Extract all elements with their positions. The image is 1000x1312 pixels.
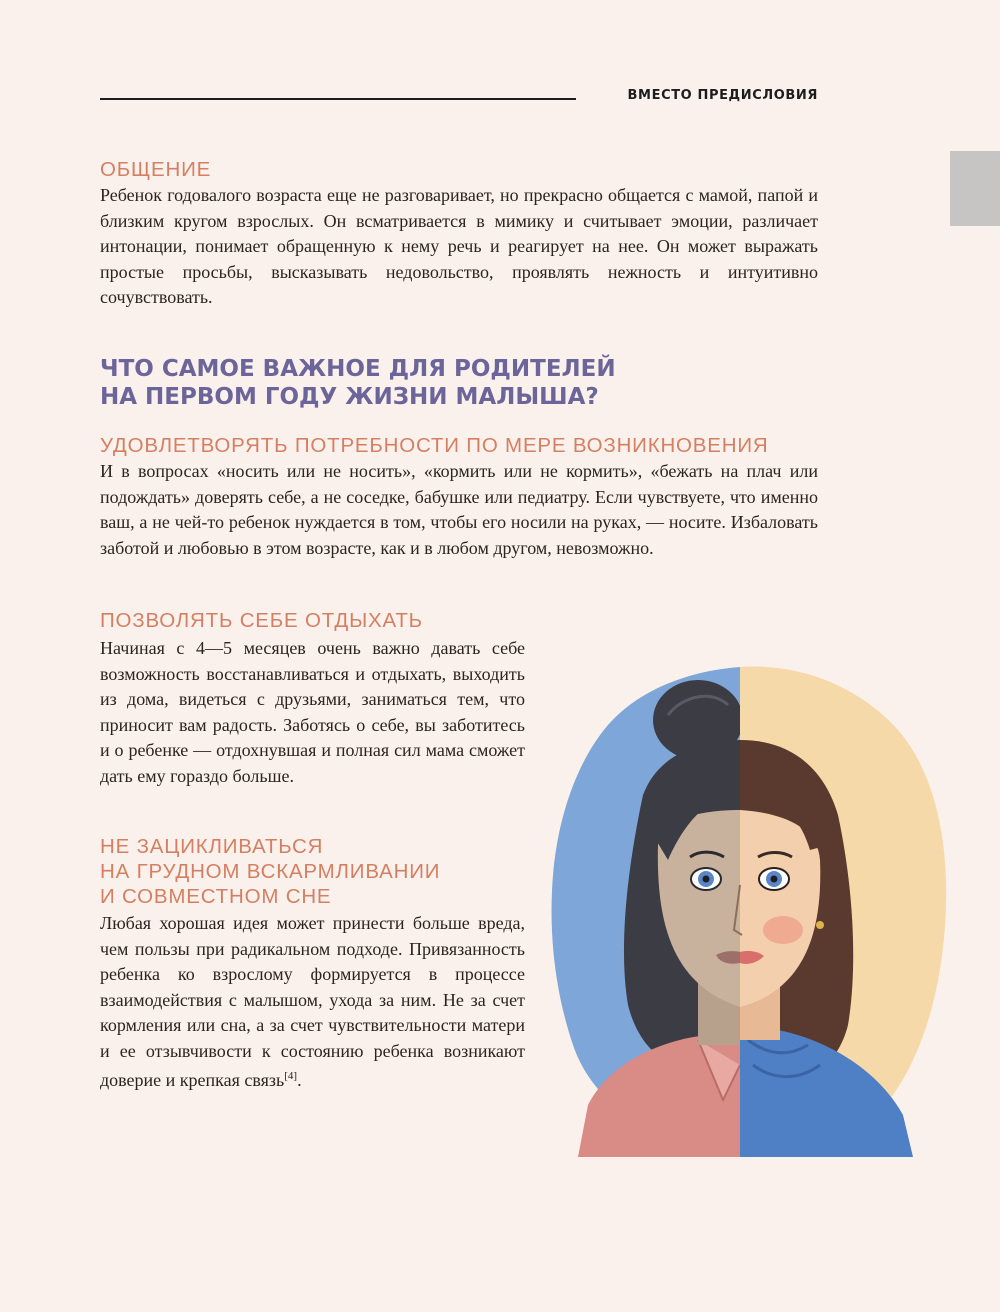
- paragraph-fixation-end: .: [297, 1070, 302, 1090]
- paragraph-communication: Ребенок годовалого возраста еще не разговаривает, но прекрасно общается с мамой, папой и близким кругом взрослых. Он всматривается в мимику и считывает эмоции, различает интонации, понимает обращенную к нему речь и реагирует на нее. Он может выражать простые просьбы, высказывать недовольство, проявлять нежность и интуитивно сочувствовать.: [100, 185, 818, 307]
- paragraph-rest: Начиная с 4—5 месяцев очень важно давать себе возможность восстанавливаться и отдыхать, выходить из дома, видеться с друзьями, заниматься тем, что приносит вам радость. Заботясь о себе, вы заботитесь и о ребенке — отдохнувшая и полная сил мама сможет дать ему гораздо больше.: [100, 638, 525, 786]
- paragraph-fixation: [100, 911, 525, 1094]
- section-tab-marker: [950, 151, 1000, 226]
- paragraph-fixation-text: Любая хорошая идея может принести больше вреда, чем пользы при радикальном подходе. Привязанность ребенка ко взрослому формируется в процессе взаимодействия с малышом, ухода за ним. Не за счет кормления или сна, а за счет чувствительности матери и ее отзывчивости к состоянию ребенка возникают доверие и крепкая связь: [100, 913, 525, 1090]
- main-heading-line2: НА ПЕРВОМ ГОДУ ЖИЗНИ МАЛЫША?: [100, 384, 599, 410]
- heading-communication: ОБЩЕНИЕ: [100, 158, 212, 181]
- woman-half-portrait-icon: [548, 645, 952, 1157]
- running-head: ВМЕСТО ПРЕДИСЛОВИЯ: [627, 88, 818, 103]
- footnote-ref[interactable]: [4]: [284, 1070, 298, 1082]
- heading-fixation-line1: НЕ ЗАЦИКЛИВАТЬСЯ: [100, 835, 324, 858]
- header-rule: [100, 98, 576, 100]
- heading-fixation-line2: НА ГРУДНОМ ВСКАРМЛИВАНИИ: [100, 860, 441, 883]
- heading-needs: УДОВЛЕТВОРЯТЬ ПОТРЕБНОСТИ ПО МЕРЕ ВОЗНИКНОВЕНИЯ: [100, 434, 769, 457]
- heading-rest: ПОЗВОЛЯТЬ СЕБЕ ОТДЫХАТЬ: [100, 609, 423, 632]
- main-heading: [100, 355, 616, 411]
- heading-fixation-line3: И СОВМЕСТНОМ СНЕ: [100, 885, 332, 908]
- heading-fixation: [100, 834, 440, 909]
- paragraph-needs: И в вопросах «носить или не носить», «кормить или не кормить», «бежать на плач или подождать» доверять себе, а не соседке, бабушке или педиатру. Если чувствуете, что именно ваш, а не чей-то ребенок нуждается в том, чтобы его носили на руках, — носите. Избаловать заботой и любовью в этом возрасте, как и в любом другом, невозможно.: [100, 461, 818, 558]
- main-heading-line1: ЧТО САМОЕ ВАЖНОЕ ДЛЯ РОДИТЕЛЕЙ: [100, 356, 616, 382]
